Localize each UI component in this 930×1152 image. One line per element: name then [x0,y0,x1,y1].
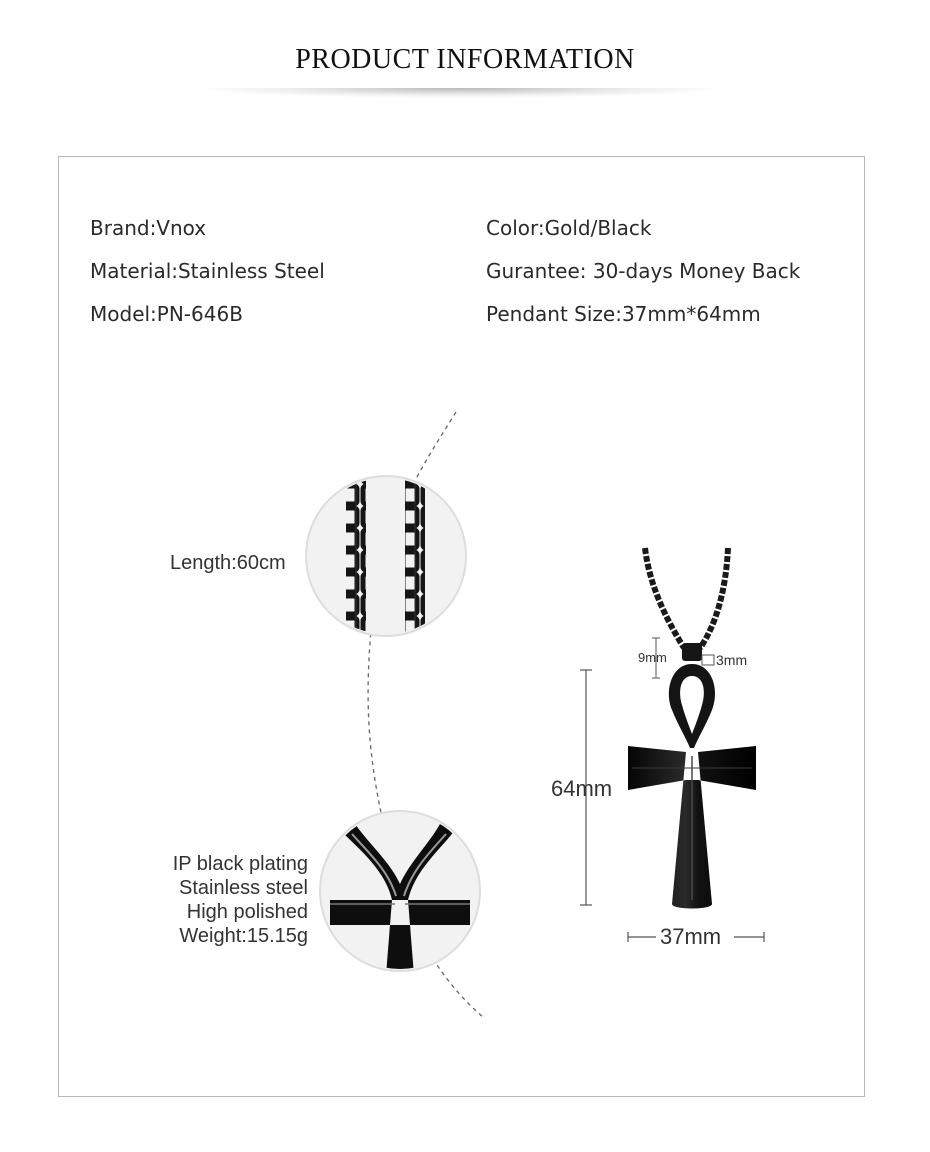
feature-item: IP black plating [172,853,308,875]
ankh-pendant-icon [628,664,756,909]
height-label: 64mm [551,776,613,801]
page-title: PRODUCT INFORMATION [295,44,635,75]
chain-detail-icon [306,470,466,650]
feature-item: Stainless steel [179,877,308,899]
cross-detail-icon [320,811,480,975]
spec-color: Color:Gold/Black [486,216,652,240]
spec-pendant-size: Pendant Size:37mm*64mm [486,302,761,326]
spec-brand: Brand:Vnox [90,216,207,240]
feature-item: Weight:15.15g [179,925,308,947]
chain-length-label: Length:60cm [170,552,286,574]
bail-width-label: 3mm [716,652,748,668]
spec-guarantee: Gurantee: 30-days Money Back [486,259,801,283]
bail-icon [682,643,702,661]
width-label: 37mm [660,924,722,949]
spec-model: Model:PN-646B [90,302,243,326]
feature-list [173,852,308,948]
bail-height-label: 9mm [638,650,667,665]
feature-item: High polished [186,901,308,923]
pendant-chain-icon [645,548,728,648]
spec-material: Material:Stainless Steel [90,259,325,283]
